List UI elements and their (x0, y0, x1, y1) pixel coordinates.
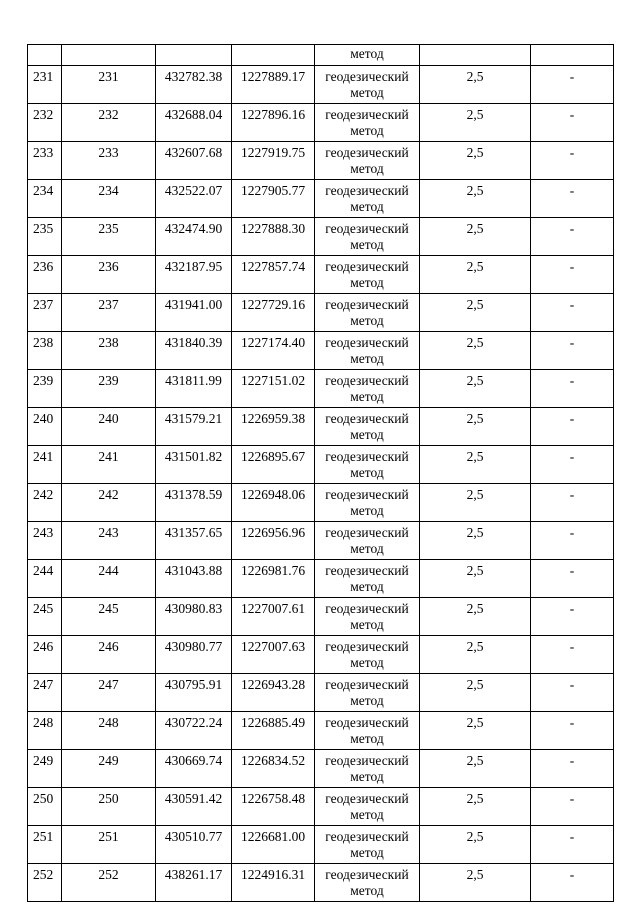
table-row (28, 408, 614, 446)
table-row (28, 636, 614, 674)
cell-y: 1224916.31 (232, 864, 315, 902)
cell-accuracy: 2,5 (420, 408, 531, 446)
cell-accuracy: 2,5 (420, 332, 531, 370)
cell-x: 432474.90 (156, 218, 232, 256)
cell-note: - (531, 788, 614, 826)
method-line-2: метод (350, 655, 384, 670)
cell-x: 438261.17 (156, 864, 232, 902)
cell-accuracy: 2,5 (420, 826, 531, 864)
cell-accuracy: 2,5 (420, 256, 531, 294)
cell-note: - (531, 826, 614, 864)
method-line-2: метод (350, 541, 384, 556)
cell-note: - (531, 370, 614, 408)
cell-note: - (531, 750, 614, 788)
cell-method (315, 788, 420, 826)
table-row (28, 180, 614, 218)
cell-point (62, 45, 156, 66)
cell-num: 250 (28, 788, 62, 826)
cell-method (315, 446, 420, 484)
method-line-1: геодезический (325, 601, 409, 616)
cell-method (315, 218, 420, 256)
cell-y: 1227151.02 (232, 370, 315, 408)
cell-y: 1226956.96 (232, 522, 315, 560)
cell-method (315, 864, 420, 902)
cell-x: 430795.91 (156, 674, 232, 712)
cell-method (315, 142, 420, 180)
table-row (28, 484, 614, 522)
cell-num: 235 (28, 218, 62, 256)
cell-accuracy: 2,5 (420, 370, 531, 408)
table-row (28, 712, 614, 750)
cell-y: 1226834.52 (232, 750, 315, 788)
cell-accuracy: 2,5 (420, 446, 531, 484)
cell-note: - (531, 560, 614, 598)
method-line-1: геодезический (325, 563, 409, 578)
continued-row (28, 45, 614, 66)
cell-num: 240 (28, 408, 62, 446)
cell-x: 431811.99 (156, 370, 232, 408)
method-line-1: геодезический (325, 259, 409, 274)
cell-method (315, 636, 420, 674)
table-row (28, 560, 614, 598)
cell-note: - (531, 66, 614, 104)
cell-method (315, 332, 420, 370)
cell-x (156, 45, 232, 66)
method-line-2: метод (350, 351, 384, 366)
cell-x: 431501.82 (156, 446, 232, 484)
table-row (28, 66, 614, 104)
method-line-2: метод (350, 123, 384, 138)
cell-point: 252 (62, 864, 156, 902)
table-row (28, 142, 614, 180)
method-line-2: метод (350, 845, 384, 860)
method-line-2: метод (350, 161, 384, 176)
cell-x: 432688.04 (156, 104, 232, 142)
cell-y: 1227729.16 (232, 294, 315, 332)
method-line-1: геодезический (325, 867, 409, 882)
method-line-2: метод (350, 769, 384, 784)
cell-point: 247 (62, 674, 156, 712)
cell-x: 430722.24 (156, 712, 232, 750)
cell-note: - (531, 864, 614, 902)
method-line-1: геодезический (325, 487, 409, 502)
cell-y: 1227896.16 (232, 104, 315, 142)
method-line-1: геодезический (325, 221, 409, 236)
cell-note: - (531, 180, 614, 218)
cell-method (315, 180, 420, 218)
cell-method (315, 370, 420, 408)
cell-method (315, 522, 420, 560)
cell-note: - (531, 218, 614, 256)
method-line-2: метод (350, 389, 384, 404)
cell-point: 244 (62, 560, 156, 598)
cell-x: 431378.59 (156, 484, 232, 522)
table-row (28, 370, 614, 408)
cell-num: 252 (28, 864, 62, 902)
cell-method (315, 826, 420, 864)
cell-y: 1227174.40 (232, 332, 315, 370)
cell-method: метод (315, 45, 420, 66)
table-row (28, 826, 614, 864)
cell-x: 431579.21 (156, 408, 232, 446)
cell-method (315, 294, 420, 332)
method-line-2: метод (350, 465, 384, 480)
cell-x: 431357.65 (156, 522, 232, 560)
method-line-1: геодезический (325, 525, 409, 540)
cell-note: - (531, 446, 614, 484)
method-line-1: геодезический (325, 69, 409, 84)
cell-num: 242 (28, 484, 62, 522)
cell-accuracy: 2,5 (420, 598, 531, 636)
cell-y: 1226895.67 (232, 446, 315, 484)
cell-method (315, 256, 420, 294)
cell-point: 235 (62, 218, 156, 256)
cell-method (315, 484, 420, 522)
cell-x: 430980.77 (156, 636, 232, 674)
cell-y: 1226943.28 (232, 674, 315, 712)
cell-note: - (531, 598, 614, 636)
cell-num: 241 (28, 446, 62, 484)
table-row (28, 864, 614, 902)
cell-note: - (531, 674, 614, 712)
cell-x: 430591.42 (156, 788, 232, 826)
method-line-2: метод (350, 883, 384, 898)
cell-method (315, 560, 420, 598)
cell-y: 1226681.00 (232, 826, 315, 864)
method-line-1: геодезический (325, 335, 409, 350)
cell-method (315, 674, 420, 712)
cell-num: 247 (28, 674, 62, 712)
cell-note: - (531, 522, 614, 560)
method-line-1: геодезический (325, 753, 409, 768)
cell-point: 233 (62, 142, 156, 180)
method-line-2: метод (350, 731, 384, 746)
cell-y: 1227007.61 (232, 598, 315, 636)
cell-num: 248 (28, 712, 62, 750)
method-line-2: метод (350, 427, 384, 442)
cell-num: 245 (28, 598, 62, 636)
method-line-2: метод (350, 693, 384, 708)
cell-method (315, 750, 420, 788)
method-line-1: геодезический (325, 145, 409, 160)
cell-num: 246 (28, 636, 62, 674)
cell-y: 1227889.17 (232, 66, 315, 104)
cell-point: 243 (62, 522, 156, 560)
method-line-1: геодезический (325, 107, 409, 122)
cell-note: - (531, 484, 614, 522)
cell-accuracy: 2,5 (420, 560, 531, 598)
cell-note: - (531, 142, 614, 180)
cell-num: 244 (28, 560, 62, 598)
method-line-1: геодезический (325, 373, 409, 388)
cell-point: 232 (62, 104, 156, 142)
cell-note: - (531, 408, 614, 446)
method-line-1: геодезический (325, 829, 409, 844)
cell-num: 234 (28, 180, 62, 218)
table-body (28, 45, 614, 902)
table-row (28, 256, 614, 294)
method-line-1: геодезический (325, 715, 409, 730)
cell-y: 1226981.76 (232, 560, 315, 598)
method-line-2: метод (350, 617, 384, 632)
cell-accuracy: 2,5 (420, 484, 531, 522)
method-line-1: геодезический (325, 411, 409, 426)
cell-point: 236 (62, 256, 156, 294)
cell-y (232, 45, 315, 66)
cell-point: 241 (62, 446, 156, 484)
table-row (28, 750, 614, 788)
cell-method (315, 598, 420, 636)
cell-num (28, 45, 62, 66)
cell-note: - (531, 332, 614, 370)
cell-accuracy: 2,5 (420, 104, 531, 142)
method-line-2: метод (350, 579, 384, 594)
cell-x: 430510.77 (156, 826, 232, 864)
table-row (28, 104, 614, 142)
cell-x: 432782.38 (156, 66, 232, 104)
cell-x: 431941.00 (156, 294, 232, 332)
cell-accuracy: 2,5 (420, 66, 531, 104)
cell-accuracy: 2,5 (420, 674, 531, 712)
cell-num: 249 (28, 750, 62, 788)
cell-num: 239 (28, 370, 62, 408)
cell-x: 431840.39 (156, 332, 232, 370)
table-row (28, 294, 614, 332)
cell-x: 432522.07 (156, 180, 232, 218)
method-line-1: геодезический (325, 449, 409, 464)
method-line-1: геодезический (325, 297, 409, 312)
cell-point: 237 (62, 294, 156, 332)
cell-point: 231 (62, 66, 156, 104)
cell-y: 1227007.63 (232, 636, 315, 674)
cell-accuracy: 2,5 (420, 142, 531, 180)
cell-y: 1227857.74 (232, 256, 315, 294)
method-line-2: метод (350, 275, 384, 290)
cell-point: 250 (62, 788, 156, 826)
cell-method (315, 408, 420, 446)
cell-accuracy (420, 45, 531, 66)
method-line-2: метод (350, 85, 384, 100)
cell-num: 238 (28, 332, 62, 370)
cell-y: 1227888.30 (232, 218, 315, 256)
table-row (28, 788, 614, 826)
cell-point: 238 (62, 332, 156, 370)
cell-accuracy: 2,5 (420, 180, 531, 218)
cell-x: 432187.95 (156, 256, 232, 294)
cell-note: - (531, 104, 614, 142)
cell-note (531, 45, 614, 66)
cell-y: 1227919.75 (232, 142, 315, 180)
cell-x: 432607.68 (156, 142, 232, 180)
cell-note: - (531, 294, 614, 332)
cell-method (315, 104, 420, 142)
cell-x: 430669.74 (156, 750, 232, 788)
cell-num: 233 (28, 142, 62, 180)
method-line-2: метод (350, 237, 384, 252)
cell-y: 1226758.48 (232, 788, 315, 826)
cell-note: - (531, 636, 614, 674)
table-row (28, 446, 614, 484)
table-row (28, 332, 614, 370)
cell-num: 236 (28, 256, 62, 294)
method-line-2: метод (350, 313, 384, 328)
method-line-2: метод (350, 503, 384, 518)
cell-point: 246 (62, 636, 156, 674)
cell-x: 430980.83 (156, 598, 232, 636)
table-row (28, 218, 614, 256)
cell-point: 245 (62, 598, 156, 636)
cell-num: 237 (28, 294, 62, 332)
cell-x: 431043.88 (156, 560, 232, 598)
coordinates-table (27, 44, 614, 902)
table-row (28, 598, 614, 636)
table-row (28, 674, 614, 712)
cell-point: 248 (62, 712, 156, 750)
cell-accuracy: 2,5 (420, 864, 531, 902)
cell-accuracy: 2,5 (420, 636, 531, 674)
cell-accuracy: 2,5 (420, 294, 531, 332)
cell-y: 1226948.06 (232, 484, 315, 522)
method-line-1: геодезический (325, 639, 409, 654)
cell-accuracy: 2,5 (420, 788, 531, 826)
method-line-2: метод (350, 807, 384, 822)
cell-note: - (531, 712, 614, 750)
cell-method (315, 66, 420, 104)
cell-point: 240 (62, 408, 156, 446)
cell-point: 239 (62, 370, 156, 408)
method-line-1: геодезический (325, 791, 409, 806)
cell-accuracy: 2,5 (420, 750, 531, 788)
cell-method (315, 712, 420, 750)
cell-accuracy: 2,5 (420, 522, 531, 560)
cell-note: - (531, 256, 614, 294)
table-row (28, 522, 614, 560)
cell-num: 251 (28, 826, 62, 864)
cell-accuracy: 2,5 (420, 218, 531, 256)
method-line-2: метод (350, 199, 384, 214)
cell-point: 251 (62, 826, 156, 864)
cell-point: 249 (62, 750, 156, 788)
cell-point: 234 (62, 180, 156, 218)
cell-point: 242 (62, 484, 156, 522)
method-line-1: геодезический (325, 677, 409, 692)
cell-num: 243 (28, 522, 62, 560)
cell-accuracy: 2,5 (420, 712, 531, 750)
cell-y: 1226885.49 (232, 712, 315, 750)
method-line-1: геодезический (325, 183, 409, 198)
cell-num: 231 (28, 66, 62, 104)
cell-y: 1226959.38 (232, 408, 315, 446)
cell-y: 1227905.77 (232, 180, 315, 218)
cell-num: 232 (28, 104, 62, 142)
